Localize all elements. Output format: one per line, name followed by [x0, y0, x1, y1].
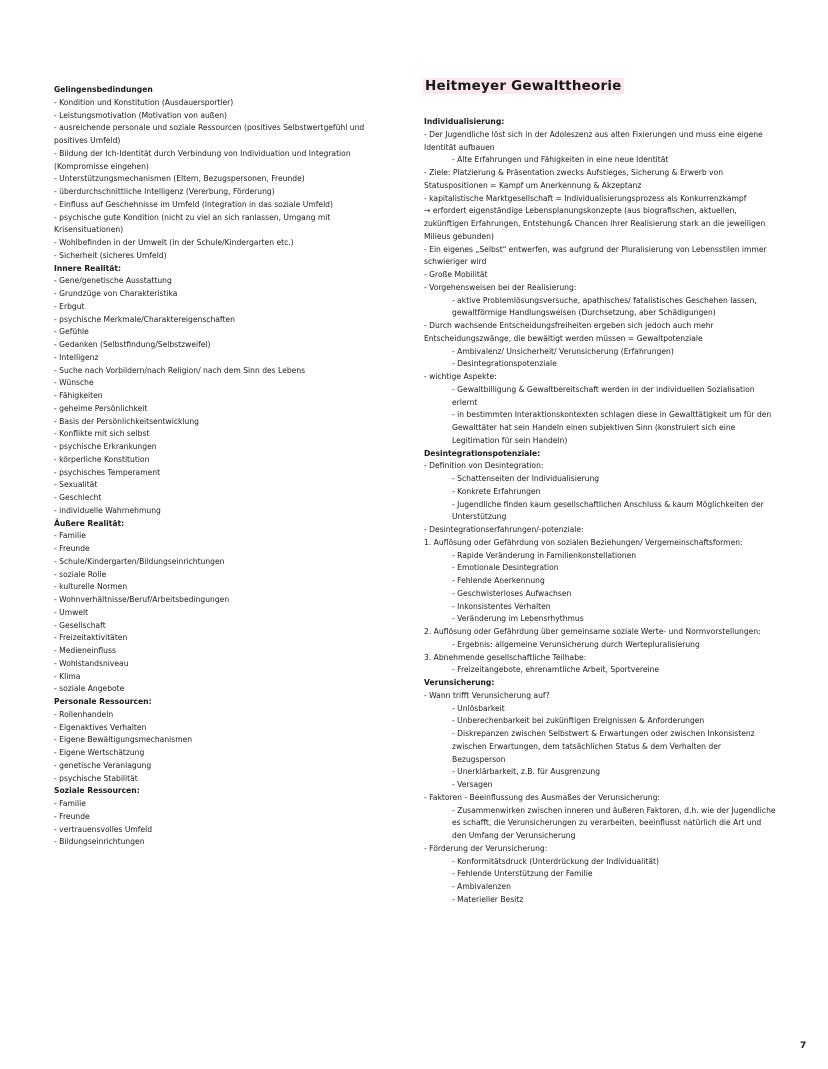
text-line: 1. Auflösung oder Gefährdung von sozialen Beziehungen/ Vergemeinschaftsformen: — [424, 537, 743, 547]
text-line: - Eigene Bewältigungsmechanismen — [54, 735, 193, 745]
text-line: - Eigene Wertschätzung — [54, 748, 145, 757]
text-line: - Rapide Veränderung in Familienkonstellationen — [452, 550, 637, 560]
text-line: - Gene/genetische Ausstattung — [54, 276, 172, 286]
text-line: - psychische gute Kondition (nicht zu viel an sich ranlassen, Umgang mit Krisensituationen) — [54, 212, 331, 235]
text-line: - Inkonsistentes Verhalten — [452, 601, 551, 611]
text-line: - Geschwisterloses Aufwachsen — [452, 588, 572, 598]
text-line: - Alte Erfahrungen und Fähigkeiten in eine neue Identität — [452, 155, 669, 165]
text-line: - Erbgut — [54, 301, 85, 311]
text-line: - Eigenaktives Verhalten — [54, 722, 147, 732]
section-heading: Individualisierung: — [424, 117, 505, 126]
text-line: - genetische Veranlagung — [54, 760, 152, 770]
text-line: - Sexualität — [54, 480, 98, 490]
text-line: - Ambivalenz/ Unsicherheit/ Verunsicherung (Erfahrungen) — [452, 346, 674, 356]
text-line: - Desintegrationserfahrungen/-potenziale: — [424, 525, 584, 534]
left-column — [54, 84, 399, 849]
text-line: - Einfluss auf Geschehnisse im Umfeld (Integration in das soziale Umfeld) — [54, 199, 333, 209]
text-line: 2. Auflösung oder Gefährdung über gemeinsame soziale Werte- und Normvorstellungen: — [424, 627, 761, 636]
text-line: - soziale Angebote — [54, 684, 125, 694]
text-line: - Fehlende Unterstützung der Familie — [452, 869, 593, 879]
text-line: - wichtige Aspekte: — [424, 372, 497, 381]
section-heading: Personale Ressourcen: — [54, 697, 152, 706]
text-line: - psychische Erkrankungen — [54, 442, 157, 451]
text-line: - Faktoren - Beeinflussung des Ausmaßes der Verunsicherung: — [424, 792, 660, 802]
text-line: - Freunde — [54, 811, 90, 821]
text-line: - Fähigkeiten — [54, 391, 103, 400]
text-line: - vertrauensvolles Umfeld — [54, 824, 153, 834]
text-line: - Schule/Kindergarten/Bildungseinrichtungen — [54, 556, 225, 566]
text-line: - Emotionale Desintegration — [452, 563, 559, 573]
section-heading: Desintegrationspotenziale: — [424, 448, 541, 458]
text-line: - Große Mobilität — [424, 270, 488, 279]
text-line: - Desintegrationspotenziale — [452, 359, 557, 369]
text-line: - Jugendliche finden kaum gesellschaftlichen Anschluss & kaum Möglichkeiten der Unterstützung — [452, 499, 764, 522]
text-line: - Bildungseinrichtungen — [54, 837, 145, 847]
text-line: - Freizeitangebote, ehrenamtliche Arbeit, Sportvereine — [452, 665, 660, 675]
text-line: - Gedanken (Selbstfindung/Selbstzweifel) — [54, 340, 211, 349]
text-line: - Schattenseiten der Individualisierung — [452, 474, 600, 483]
text-line: - Ergebnis: allgemeine Verunsicherung durch Wertepluralisierung — [452, 639, 700, 649]
text-line: - Versagen — [452, 780, 493, 789]
section-heading: Innere Realität: — [54, 263, 122, 273]
text-line: - Vorgehensweisen bei der Realisierung: — [424, 282, 577, 292]
section-heading: Gelingensbedindungen — [54, 85, 153, 94]
text-line: - Unlösbarkeit — [452, 703, 505, 713]
text-line: - Unterstützungsmechanismen (Eltern, Bezugspersonen, Freunde) — [54, 174, 305, 184]
text-line: - Wann trifft Verunsicherung auf? — [424, 690, 550, 700]
text-line: - Veränderung im Lebensrhythmus — [452, 614, 584, 624]
text-line: - Rollenhandeln — [54, 709, 114, 719]
text-line: - Gefühle — [54, 327, 89, 337]
text-line: - in bestimmten Interaktionskontexten schlagen diese in Gewalttätigkeit um für den Gewalttäter hat sein Handeln einen subjektiven Sinn (konstruiert sich eine Legitimation für sein Handeln) — [452, 410, 772, 445]
text-line: - Umwelt — [54, 607, 89, 617]
text-line: - Definition von Desintegration: — [424, 461, 544, 471]
text-line: - Freunde — [54, 544, 90, 553]
text-line: - Ein eigenes „Selbst" entwerfen, was aufgrund der Pluralisierung von Lebensstilen immer schwieriger wird — [424, 244, 767, 267]
text-line: - Durch wachsende Entscheidungsfreiheiten ergeben sich jedoch auch mehr Entscheidungszwänge, die bewältigt werden müssen = Gewaltpotenziale — [424, 321, 714, 343]
text-line: - Familie — [54, 799, 86, 808]
text-line: - Konkrete Erfahrungen — [452, 486, 541, 496]
text-line: - geheime Persönlichkeit — [54, 403, 148, 413]
text-line: - Wohlbefinden in der Umwelt (in der Schule/Kindergarten etc.) — [54, 238, 294, 247]
section-heading: Soziale Ressourcen: — [54, 786, 140, 796]
text-line: - Gesellschaft — [54, 620, 106, 630]
text-line: - psychische Stabilität — [54, 773, 138, 783]
text-line: - Bildung der Ich-Identität durch Verbindung von Individuation und Integration (Kompromisse eingehen) — [54, 148, 351, 171]
text-line: - Diskrepanzen zwischen Selbstwert & Erwartungen oder zwischen Inkonsistenz zwischen Erwartungen, dem tatsächlichen Status & dem Verhalten der Bezugsperson — [452, 729, 755, 764]
text-line: - ausreichende personale und soziale Ressourcen (positives Selbstwertgefühl und positives Umfeld) — [54, 123, 365, 145]
text-line: - Ziele: Platzierung & Präsentation zwecks Aufstieges, Sicherung & Erwerb von Statuspositionen = Kampf um Anerkennung & Akzeptanz — [424, 168, 724, 190]
text-line: - Der Jugendliche löst sich in der Adoleszenz aus alten Fixierungen und muss eine eigene Identität aufbauen — [424, 129, 763, 152]
page-number: 7 — [800, 1041, 807, 1051]
text-line: - Förderung der Verunsicherung: — [424, 843, 548, 853]
text-line: - Grundzüge von Charakteristika — [54, 289, 178, 298]
text-line: - Ambivalenzen — [452, 882, 511, 891]
text-line: - Medieneinfluss — [54, 646, 116, 655]
text-line: - psychische Merkmale/Charaktereigenschaften — [54, 314, 235, 324]
section-heading: Verunsicherung: — [424, 678, 495, 687]
text-line: - Konflikte mit sich selbst — [54, 429, 150, 439]
text-line: - Familie — [54, 531, 86, 541]
text-line: - Fehlende Anerkennung — [452, 576, 545, 585]
text-line: - Zusammenwirken zwischen inneren und äußeren Faktoren, d.h. wie der Jugendliche es schafft, die Verunsicherungen zu verarbeiten, beeinflusst natürlich die Art und den Umfang der Verunsicherung — [452, 805, 776, 840]
text-line: - soziale Rolle — [54, 569, 107, 579]
text-line: - überdurchschnittliche Intelligenz (Vererbung, Förderung) — [54, 187, 275, 196]
text-line: - Freizeitaktivitäten — [54, 633, 128, 643]
text-line: - kapitalistische Marktgesellschaft = Individualisierungsprozess als Konkurrenzkampf — [424, 193, 747, 203]
text-line: - kulturelle Normen — [54, 582, 128, 592]
text-line: - Materieller Besitz — [452, 894, 524, 904]
text-line: - Leistungsmotivation (Motivation von außen) — [54, 110, 228, 120]
text-line: - individuelle Wahrnehmung — [54, 505, 161, 515]
text-line: - Unerklärbarkeit, z.B. für Ausgrenzung — [452, 767, 601, 777]
text-line: 3. Abnehmende gesellschaftliche Teilhabe: — [424, 652, 587, 662]
text-line: - Geschlecht — [54, 493, 102, 502]
text-line: - Sicherheit (sicheres Umfeld) — [54, 250, 167, 260]
text-line: - Suche nach Vorbildern/nach Religion/ nach dem Sinn des Lebens — [54, 365, 306, 375]
text-line: → erfordert eigenständige Lebensplanungskonzepte (aus biografischen, aktuellen, zukünftigen Erfahrungen, Entstehung& Chancen ihrer Realisierung stark an die jeweiligen Milieus gebunden) — [424, 206, 766, 241]
text-line: - Klima — [54, 671, 81, 681]
text-line: - Wohlstandsniveau — [54, 658, 129, 668]
text-line: - Gewaltbilligung & Gewaltbereitschaft werden in der individuellen Sozialisation erlernt — [452, 384, 755, 407]
right-column — [424, 116, 776, 907]
text-line: - Unberechenbarkeit bei zukünftigen Ereignissen & Anforderungen — [452, 716, 705, 726]
section-heading: Äußere Realität: — [54, 518, 125, 528]
text-line: - aktive Problemlösungsversuche, apathisches/ fatalistisches Geschehen lassen, gewaltförmige Handlungsweisen (Durchsetzung, aber Schädigungen) — [452, 295, 757, 318]
text-line: - Konformitätsdruck (Unterdrückung der Individualität) — [452, 856, 659, 866]
title-text: Heitmeyer Gewalttheorie — [425, 78, 622, 94]
text-line: - körperliche Konstitution — [54, 454, 150, 464]
text-line: - Kondition und Konstitution (Ausdauersportler) — [54, 97, 234, 107]
text-line: - Wünsche — [54, 378, 94, 388]
page-title — [423, 78, 624, 94]
text-line: - Intelligenz — [54, 352, 99, 362]
text-line: - Wohnverhältnisse/Beruf/Arbeitsbedingungen — [54, 595, 230, 604]
text-line: - psychisches Temperament — [54, 467, 161, 477]
text-line: - Basis der Persönlichkeitsentwicklung — [54, 416, 199, 426]
